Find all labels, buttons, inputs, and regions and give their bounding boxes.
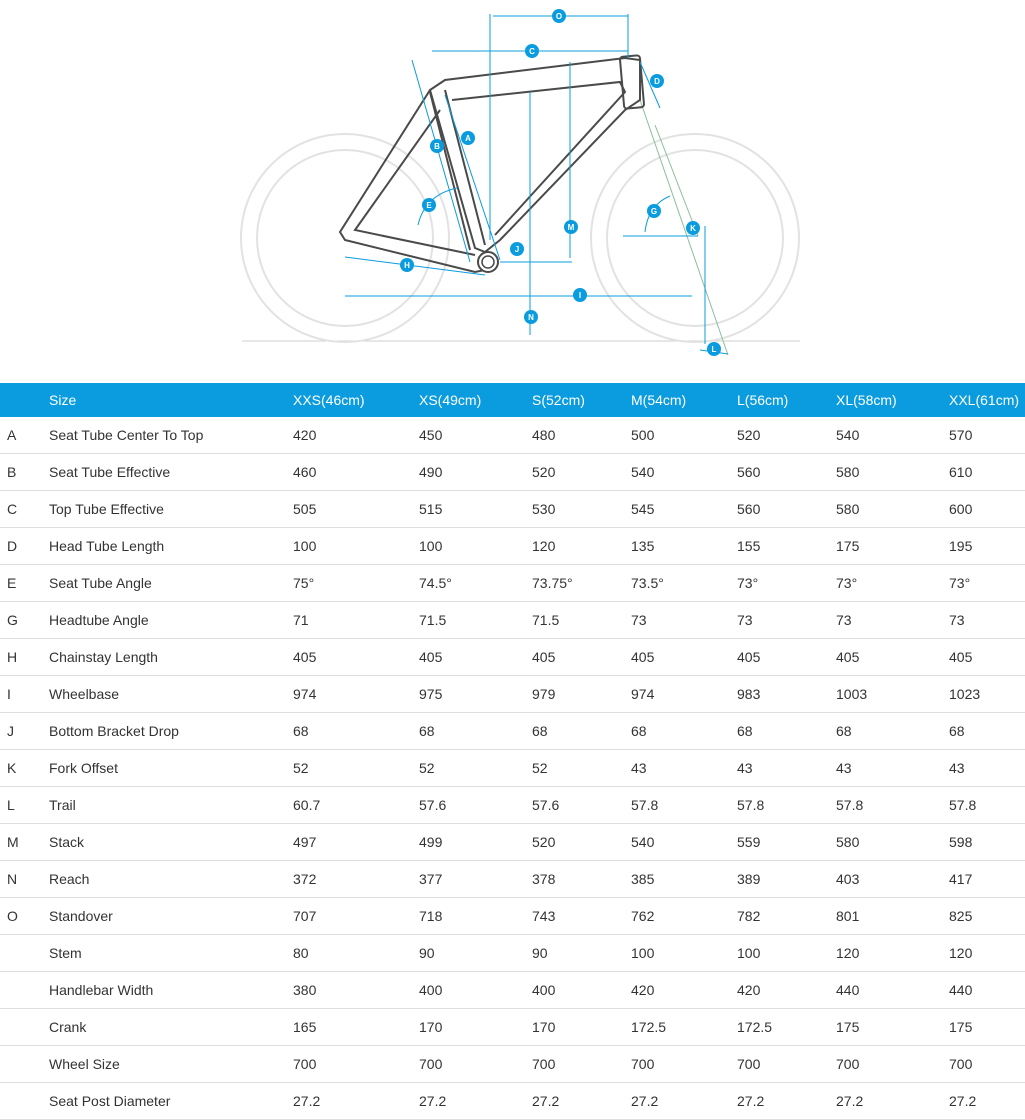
svg-text:N: N: [528, 313, 534, 322]
row-value: 27.2: [631, 1083, 737, 1120]
row-value: 90: [532, 935, 631, 972]
row-value: 27.2: [949, 1083, 1025, 1120]
marker-J: [510, 242, 524, 256]
table-row: [0, 1009, 1025, 1046]
row-value: 73: [836, 602, 949, 639]
table-row: [0, 935, 1025, 972]
table-row: [0, 1046, 1025, 1083]
table-row: [0, 824, 1025, 861]
row-value: 170: [419, 1009, 532, 1046]
row-value: 100: [419, 528, 532, 565]
row-value: 520: [532, 454, 631, 491]
row-value: 743: [532, 898, 631, 935]
row-label: Chainstay Length: [49, 639, 293, 676]
row-value: 175: [836, 1009, 949, 1046]
row-label: Seat Tube Angle: [49, 565, 293, 602]
marker-D: [650, 74, 664, 88]
row-value: 505: [293, 491, 419, 528]
row-letter: [0, 1046, 49, 1083]
row-value: 497: [293, 824, 419, 861]
fork-line: [655, 125, 698, 236]
row-label: Handlebar Width: [49, 972, 293, 1009]
row-value: 60.7: [293, 787, 419, 824]
row-value: 73.75°: [532, 565, 631, 602]
row-value: 700: [737, 1046, 836, 1083]
row-letter: K: [0, 750, 49, 787]
row-value: 405: [949, 639, 1025, 676]
row-value: 389: [737, 861, 836, 898]
svg-text:H: H: [404, 261, 410, 270]
row-value: 405: [631, 639, 737, 676]
row-value: 499: [419, 824, 532, 861]
row-value: 73: [949, 602, 1025, 639]
row-value: 610: [949, 454, 1025, 491]
row-value: 155: [737, 528, 836, 565]
row-value: 57.6: [419, 787, 532, 824]
table-row: [0, 417, 1025, 454]
row-value: 700: [532, 1046, 631, 1083]
row-letter: J: [0, 713, 49, 750]
row-value: 560: [737, 454, 836, 491]
row-value: 68: [737, 713, 836, 750]
row-value: 27.2: [532, 1083, 631, 1120]
table-row: [0, 972, 1025, 1009]
row-value: 700: [836, 1046, 949, 1083]
row-value: 74.5°: [419, 565, 532, 602]
table-row: [0, 602, 1025, 639]
row-value: 600: [949, 491, 1025, 528]
row-value: 120: [949, 935, 1025, 972]
marker-B: [430, 139, 444, 153]
header-size-xs: XS(49cm): [419, 383, 532, 417]
marker-G: [647, 204, 661, 218]
row-value: 43: [737, 750, 836, 787]
row-value: 57.8: [737, 787, 836, 824]
row-value: 100: [737, 935, 836, 972]
row-value: 380: [293, 972, 419, 1009]
row-value: 80: [293, 935, 419, 972]
row-value: 120: [532, 528, 631, 565]
geometry-table-body: [0, 417, 1025, 1120]
marker-H: [400, 258, 414, 272]
row-label: Standover: [49, 898, 293, 935]
row-value: 598: [949, 824, 1025, 861]
row-letter: I: [0, 676, 49, 713]
row-value: 73°: [737, 565, 836, 602]
row-value: 700: [631, 1046, 737, 1083]
row-value: 560: [737, 491, 836, 528]
row-value: 135: [631, 528, 737, 565]
row-label: Bottom Bracket Drop: [49, 713, 293, 750]
row-label: Seat Tube Effective: [49, 454, 293, 491]
row-value: 580: [836, 824, 949, 861]
row-value: 440: [949, 972, 1025, 1009]
row-value: 52: [293, 750, 419, 787]
row-value: 420: [631, 972, 737, 1009]
row-letter: [0, 972, 49, 1009]
row-value: 460: [293, 454, 419, 491]
row-letter: C: [0, 491, 49, 528]
table-row: [0, 676, 1025, 713]
svg-text:A: A: [465, 134, 471, 143]
row-value: 175: [836, 528, 949, 565]
row-value: 400: [532, 972, 631, 1009]
row-label: Wheelbase: [49, 676, 293, 713]
svg-text:M: M: [567, 223, 575, 232]
row-value: 450: [419, 417, 532, 454]
row-value: 983: [737, 676, 836, 713]
row-value: 405: [419, 639, 532, 676]
row-value: 27.2: [836, 1083, 949, 1120]
row-letter: N: [0, 861, 49, 898]
row-value: 73°: [949, 565, 1025, 602]
row-label: Headtube Angle: [49, 602, 293, 639]
row-value: 420: [737, 972, 836, 1009]
marker-I: [573, 288, 587, 302]
row-value: 974: [293, 676, 419, 713]
svg-text:D: D: [654, 77, 660, 86]
frame-geometry-svg: [0, 0, 1025, 385]
row-letter: B: [0, 454, 49, 491]
svg-text:K: K: [690, 224, 696, 233]
row-value: 90: [419, 935, 532, 972]
table-header-row: [0, 383, 1025, 417]
rear-wheel: [241, 134, 449, 342]
row-label: Trail: [49, 787, 293, 824]
row-value: 71: [293, 602, 419, 639]
svg-text:L: L: [711, 345, 717, 354]
row-value: 175: [949, 1009, 1025, 1046]
row-value: 68: [293, 713, 419, 750]
row-value: 68: [836, 713, 949, 750]
row-value: 377: [419, 861, 532, 898]
row-letter: H: [0, 639, 49, 676]
dimension-lines: [345, 14, 728, 354]
header-letter-cell: [0, 383, 49, 417]
marker-K: [686, 221, 700, 235]
row-letter: O: [0, 898, 49, 935]
table-row: [0, 1083, 1025, 1120]
marker-N: [552, 9, 566, 23]
header-size-s: S(52cm): [532, 383, 631, 417]
row-value: 68: [949, 713, 1025, 750]
marker-M: [564, 220, 578, 234]
row-value: 490: [419, 454, 532, 491]
svg-text:J: J: [514, 245, 520, 254]
row-value: 43: [949, 750, 1025, 787]
row-letter: A: [0, 417, 49, 454]
row-value: 405: [836, 639, 949, 676]
svg-text:B: B: [434, 142, 440, 151]
geometry-table: [0, 383, 1025, 1120]
row-value: 405: [293, 639, 419, 676]
row-value: 825: [949, 898, 1025, 935]
row-value: 762: [631, 898, 737, 935]
table-row: [0, 454, 1025, 491]
geometry-diagram: [0, 0, 1025, 385]
front-wheel: [591, 134, 799, 342]
row-value: 170: [532, 1009, 631, 1046]
row-label: Wheel Size: [49, 1046, 293, 1083]
row-value: 57.6: [532, 787, 631, 824]
row-value: 420: [293, 417, 419, 454]
row-value: 540: [836, 417, 949, 454]
table-row: [0, 861, 1025, 898]
row-label: Seat Post Diameter: [49, 1083, 293, 1120]
row-value: 440: [836, 972, 949, 1009]
marker-O: [524, 310, 538, 324]
row-value: 545: [631, 491, 737, 528]
row-label: Stem: [49, 935, 293, 972]
row-value: 172.5: [737, 1009, 836, 1046]
row-value: 975: [419, 676, 532, 713]
row-value: 100: [293, 528, 419, 565]
row-value: 165: [293, 1009, 419, 1046]
marker-L: [707, 342, 721, 356]
row-label: Seat Tube Center To Top: [49, 417, 293, 454]
row-value: 68: [532, 713, 631, 750]
header-size-xxl: XXL(61cm): [949, 383, 1025, 417]
row-value: 73: [737, 602, 836, 639]
table-row: [0, 750, 1025, 787]
row-value: 405: [532, 639, 631, 676]
marker-A: [461, 131, 475, 145]
row-value: 700: [419, 1046, 532, 1083]
row-label: Top Tube Effective: [49, 491, 293, 528]
row-letter: D: [0, 528, 49, 565]
table-row: [0, 565, 1025, 602]
row-value: 700: [293, 1046, 419, 1083]
row-value: 707: [293, 898, 419, 935]
row-value: 73.5°: [631, 565, 737, 602]
row-label: Head Tube Length: [49, 528, 293, 565]
row-value: 52: [532, 750, 631, 787]
row-value: 500: [631, 417, 737, 454]
row-value: 530: [532, 491, 631, 528]
header-size-xxs: XXS(46cm): [293, 383, 419, 417]
row-value: 57.8: [836, 787, 949, 824]
row-letter: [0, 935, 49, 972]
row-value: 700: [949, 1046, 1025, 1083]
row-letter: [0, 1083, 49, 1120]
row-value: 43: [631, 750, 737, 787]
row-value: 73: [631, 602, 737, 639]
table-row: [0, 787, 1025, 824]
row-value: 27.2: [293, 1083, 419, 1120]
header-size-m: M(54cm): [631, 383, 737, 417]
row-label: Reach: [49, 861, 293, 898]
row-value: 974: [631, 676, 737, 713]
svg-text:I: I: [578, 291, 582, 300]
table-row: [0, 528, 1025, 565]
row-label: Crank: [49, 1009, 293, 1046]
header-size-l: L(56cm): [737, 383, 836, 417]
row-letter: E: [0, 565, 49, 602]
table-row: [0, 898, 1025, 935]
row-value: 172.5: [631, 1009, 737, 1046]
row-label: Fork Offset: [49, 750, 293, 787]
row-value: 27.2: [737, 1083, 836, 1120]
row-letter: G: [0, 602, 49, 639]
bike-frame: [340, 55, 644, 272]
row-value: 385: [631, 861, 737, 898]
bottom-bracket: [478, 252, 498, 272]
svg-text:G: G: [650, 207, 658, 216]
row-value: 801: [836, 898, 949, 935]
row-value: 718: [419, 898, 532, 935]
row-value: 405: [737, 639, 836, 676]
row-value: 515: [419, 491, 532, 528]
marker-C: [525, 44, 539, 58]
row-value: 57.8: [949, 787, 1025, 824]
row-value: 71.5: [419, 602, 532, 639]
row-value: 372: [293, 861, 419, 898]
row-value: 580: [836, 491, 949, 528]
row-value: 195: [949, 528, 1025, 565]
row-value: 57.8: [631, 787, 737, 824]
row-value: 43: [836, 750, 949, 787]
row-letter: L: [0, 787, 49, 824]
row-value: 403: [836, 861, 949, 898]
row-value: 71.5: [532, 602, 631, 639]
row-value: 100: [631, 935, 737, 972]
row-letter: M: [0, 824, 49, 861]
row-value: 68: [631, 713, 737, 750]
row-value: 979: [532, 676, 631, 713]
header-size-xl: XL(58cm): [836, 383, 949, 417]
row-value: 27.2: [419, 1083, 532, 1120]
svg-text:E: E: [426, 201, 432, 210]
row-value: 73°: [836, 565, 949, 602]
row-value: 1003: [836, 676, 949, 713]
steering-axis-line: [640, 100, 728, 355]
row-value: 520: [737, 417, 836, 454]
row-value: 68: [419, 713, 532, 750]
row-value: 400: [419, 972, 532, 1009]
row-value: 520: [532, 824, 631, 861]
row-value: 782: [737, 898, 836, 935]
table-row: [0, 639, 1025, 676]
row-value: 417: [949, 861, 1025, 898]
row-value: 559: [737, 824, 836, 861]
table-row: [0, 491, 1025, 528]
row-value: 1023: [949, 676, 1025, 713]
row-value: 480: [532, 417, 631, 454]
row-value: 378: [532, 861, 631, 898]
row-value: 120: [836, 935, 949, 972]
table-row: [0, 713, 1025, 750]
svg-text:C: C: [529, 47, 535, 56]
row-value: 570: [949, 417, 1025, 454]
row-label: Stack: [49, 824, 293, 861]
header-size-label: Size: [49, 383, 293, 417]
row-value: 75°: [293, 565, 419, 602]
row-letter: [0, 1009, 49, 1046]
marker-E: [422, 198, 436, 212]
row-value: 540: [631, 454, 737, 491]
row-value: 540: [631, 824, 737, 861]
row-value: 580: [836, 454, 949, 491]
svg-text:O: O: [555, 12, 563, 21]
row-value: 52: [419, 750, 532, 787]
